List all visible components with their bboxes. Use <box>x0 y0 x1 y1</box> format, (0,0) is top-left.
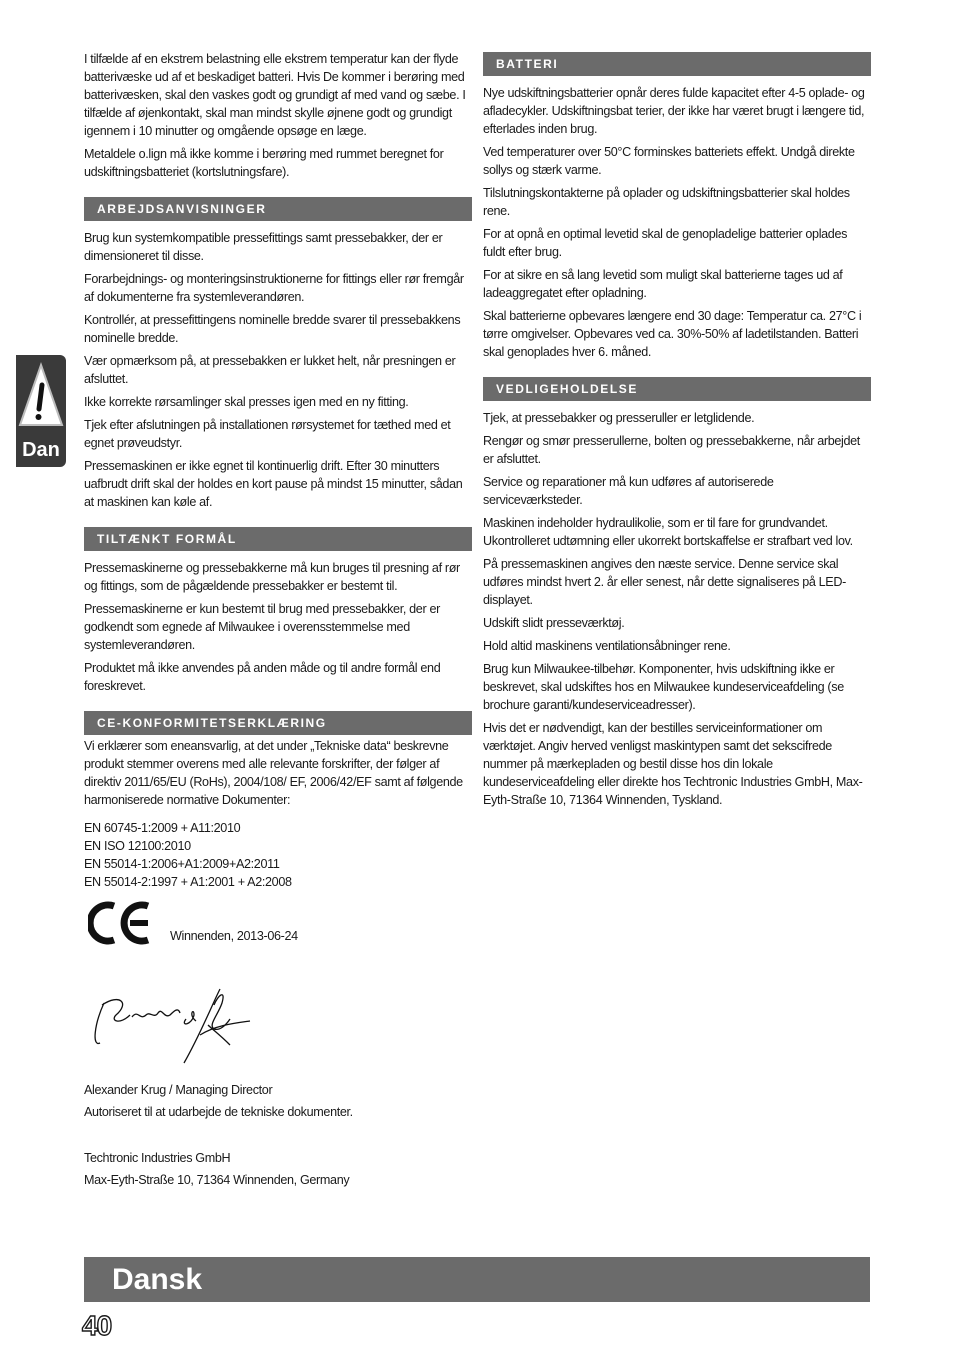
authorization-text: Autoriseret til at udarbejde de tekniske dokumenter. <box>84 1105 353 1119</box>
left-column <box>84 50 472 1189</box>
paragraph: Kontrollér, at pressefittingens nominelle bredde svarer til pressebakkens nominelle bredde. <box>84 313 461 345</box>
paragraph: Maskinen indeholder hydraulikolie, som er til fare for grundvandet. Ukontrolleret udtømning eller ukorrekt bortskaffelse er strafbart ved lov. <box>483 516 853 548</box>
paragraph: Ved temperaturer over 50°C forminskes batteriets effekt. Undgå direkte sollys og stærk varme. <box>483 145 855 177</box>
section-header-battery: BATTERI <box>483 52 871 76</box>
standard-item: EN ISO 12100:2010 <box>84 839 191 853</box>
paragraph: Tilslutningskontakterne på oplader og udskiftningsbatterier skal holdes rene. <box>483 186 850 218</box>
intro-paragraph: Metaldele o.lign må ikke komme i berøring med rummet beregnet for udskiftningsbatteriet (kortslutningsfare). <box>84 147 444 179</box>
paragraph: Pressemaskinen er ikke egnet til kontinuerlig drift. Efter 30 minutters uafbrudt drift skal der holdes en kort pause på mindst 15 minutter, sådan at maskinen kan køle af. <box>84 459 463 509</box>
page-number: 40 <box>82 1310 112 1341</box>
signature-image <box>90 985 260 1069</box>
ce-row <box>84 897 472 955</box>
paragraph: Skal batterierne opbevares længere end 30 dage: Temperatur ca. 27°C i tørre omgivelser. Opbevares ved ca. 30%-50% af ladetilstanden. Batteri skal genoplades hver 6. måned. <box>483 309 862 359</box>
intro-paragraph: I tilfælde af en ekstrem belastning elle ekstrem temperatur kan der flyde batterivæske ud af et beskadiget batteri. Hvis De kommer i berøring med batterivæsken, skal den vaskes godt og grundigt af med vand og sæbe. I tilfælde af øjenkontakt, skal man mindst skylle øjnene godt og grundigt igennem i 10 minutter og omgående opsøge en læge. <box>84 52 466 138</box>
company-address: Max-Eyth-Straße 10, 71364 Winnenden, Germany <box>84 1173 350 1187</box>
paragraph: Pressemaskinerne er kun bestemt til brug med pressebakker, der er godkendt som egnede af Milwaukee i overensstemmelse med systemleverandøren. <box>84 602 440 652</box>
paragraph: Rengør og smør presserullerne, bolten og pressebakkerne, når arbejdet er afsluttet. <box>483 434 860 466</box>
standard-item: EN 55014-1:2006+A1:2009+A2:2011 <box>84 857 280 871</box>
paragraph: Brug kun systemkompatible pressefittings samt pressebakker, der er dimensioneret til disse. <box>84 231 443 263</box>
paragraph: Service og reparationer må kun udføres af autoriserede serviceværksteder. <box>483 475 774 507</box>
place-date: Winnenden, 2013-06-24 <box>170 929 298 943</box>
paragraph: Forarbejdnings- og monteringsinstruktionerne for fittings eller rør fremgår af dokumenterne fra systemleverandøren. <box>84 272 464 304</box>
paragraph: Nye udskiftningsbatterier opnår deres fulde kapacitet efter 4-5 oplade- og afladecykler. Udskiftningsbat terier, der ikke har været brugt i længere tid, efterlades inden brug. <box>483 86 865 136</box>
section-header-maintenance: VEDLIGEHOLDELSE <box>483 377 871 401</box>
section-header-work-instructions: ARBEJDSANVISNINGER <box>84 197 472 221</box>
language-side-tab <box>16 355 66 467</box>
paragraph: På pressemaskinen angives den næste service. Denne service skal udføres mindst hvert 2. år eller senest, når dette signaliseres på LED-displayet. <box>483 557 846 607</box>
paragraph: Hold altid maskinens ventilationsåbninger rene. <box>483 639 731 653</box>
ce-declaration-text: Vi erklærer som eneansvarlig, at det under „Tekniske data“ beskrevne produkt stemmer overens med alle relevante forskrifter, der følger af direktiv 2011/65/EU (RoHs), 2004/108/ EF, 2006/42/EF samt af følgende harmoniserede normative Dokumenter: <box>84 739 463 807</box>
paragraph: Udskift slidt presseværktøj. <box>483 616 625 630</box>
warning-icon <box>18 361 64 431</box>
company-name: Techtronic Industries GmbH <box>84 1151 231 1165</box>
section-header-ce: CE-KONFORMITETSERKLÆRING <box>84 711 472 735</box>
paragraph: Tjek, at pressebakker og presseruller er letglidende. <box>483 411 755 425</box>
paragraph: Tjek efter afslutningen på installationen rørsystemet for tæthed med et egnet prøveudstyr. <box>84 418 451 450</box>
paragraph: For at opnå en optimal levetid skal de genopladelige batterier oplades fuldt efter brug. <box>483 227 848 259</box>
paragraph: Pressemaskinerne og pressebakkerne må kun bruges til presning af rør og fittings, som de pågældende pressebakker er bestemt til. <box>84 561 460 593</box>
standard-item: EN 55014-2:1997 + A1:2001 + A2:2008 <box>84 875 292 889</box>
paragraph: For at sikre en så lang levetid som muligt skal batterierne tages ud af ladeaggregatet efter opladning. <box>483 268 843 300</box>
footer-language-bar <box>84 1257 870 1302</box>
paragraph: Hvis det er nødvendigt, kan der bestilles serviceinformationer om værktøjet. Angiv herved venligst maskintypen samt det sekscifrede nummer på mærkepladen og bestil disse hos din lokale kundeserviceafdeling eller direkte hos Techtronic Industries GmbH, Max-Eyth-Straße 10, 71364 Winnenden, Tyskland. <box>483 721 863 807</box>
footer-language-title: Dansk <box>112 1263 203 1296</box>
paragraph: Vær opmærksom på, at pressebakken er lukket helt, når presningen er afsluttet. <box>84 354 456 386</box>
paragraph: Brug kun Milwaukee-tilbehør. Komponenter, hvis udskiftning ikke er beskrevet, skal udskiftes hos en Milwaukee kundeserviceafdeling (se brochure garanti/kundeserviceadresser). <box>483 662 844 712</box>
right-column <box>483 50 871 814</box>
paragraph: Ikke korrekte rørsamlinger skal presses igen med en ny fitting. <box>84 395 409 409</box>
section-header-intended-use: TILTÆNKT FORMÅL <box>84 527 472 551</box>
paragraph: Produktet må ikke anvendes på anden måde og til andre formål end foreskrevet. <box>84 661 441 693</box>
signer-name: Alexander Krug / Managing Director <box>84 1083 273 1097</box>
side-tab-label: Dan <box>22 439 60 461</box>
standard-item: EN 60745-1:2009 + A11:2010 <box>84 821 241 835</box>
ce-mark-icon <box>88 899 154 947</box>
